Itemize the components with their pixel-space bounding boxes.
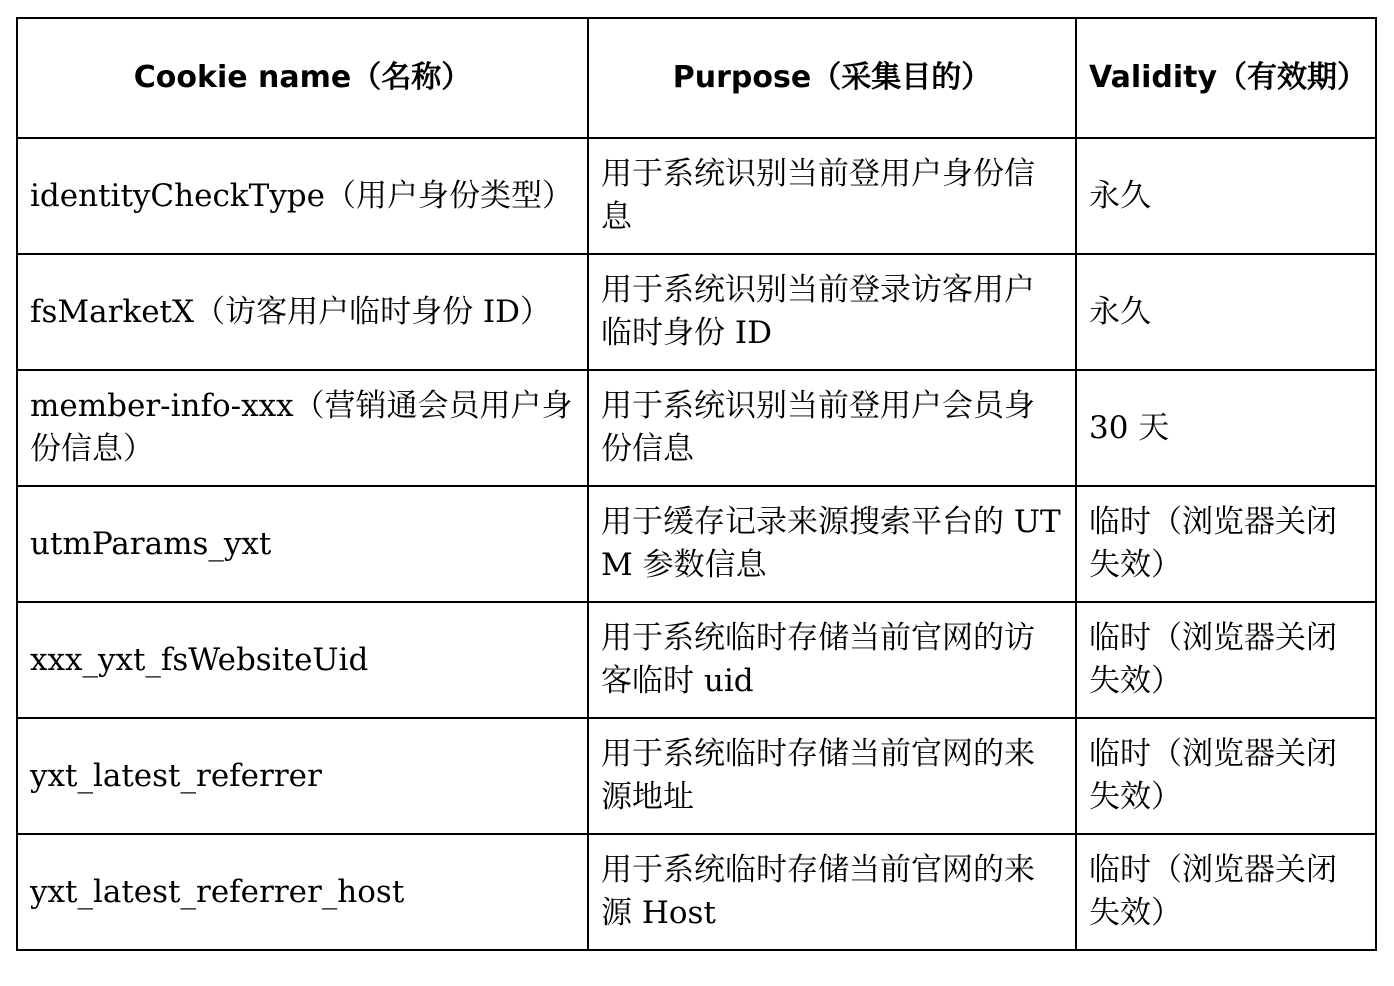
table-row: [17, 138, 1376, 254]
cookie-name-cell: utmParams_yxt: [17, 486, 588, 602]
header-purpose: Purpose（采集目的）: [588, 18, 1076, 138]
purpose-cell: 用于系统临时存储当前官网的访客临时 uid: [588, 602, 1076, 718]
purpose-cell: 用于系统识别当前登录访客用户临时身份 ID: [588, 254, 1076, 370]
purpose-cell: 用于系统识别当前登用户身份信息: [588, 138, 1076, 254]
header-validity: Validity（有效期）: [1076, 18, 1376, 138]
validity-cell: 永久: [1076, 254, 1376, 370]
validity-cell: 临时（浏览器关闭失效）: [1076, 602, 1376, 718]
validity-cell: 临时（浏览器关闭失效）: [1076, 834, 1376, 950]
table-row: [17, 486, 1376, 602]
purpose-cell: 用于系统临时存储当前官网的来源地址: [588, 718, 1076, 834]
cookie-name-cell: member-info-xxx（营销通会员用户身份信息）: [17, 370, 588, 486]
cookie-name-cell: yxt_latest_referrer: [17, 718, 588, 834]
validity-cell: 临时（浏览器关闭失效）: [1076, 718, 1376, 834]
cookie-name-cell: fsMarketX（访客用户临时身份 ID）: [17, 254, 588, 370]
header-cookie-name: Cookie name（名称）: [17, 18, 588, 138]
cookie-name-cell: identityCheckType（用户身份类型）: [17, 138, 588, 254]
validity-cell: 30 天: [1076, 370, 1376, 486]
cookie-name-cell: yxt_latest_referrer_host: [17, 834, 588, 950]
validity-cell: 临时（浏览器关闭失效）: [1076, 486, 1376, 602]
table-row: [17, 718, 1376, 834]
validity-cell: 永久: [1076, 138, 1376, 254]
cookie-name-cell: xxx_yxt_fsWebsiteUid: [17, 602, 588, 718]
purpose-cell: 用于系统识别当前登用户会员身份信息: [588, 370, 1076, 486]
table-header-row: [17, 18, 1376, 138]
table-row: [17, 834, 1376, 950]
cookie-table: [16, 17, 1377, 951]
table-row: [17, 602, 1376, 718]
table-row: [17, 370, 1376, 486]
table-row: [17, 254, 1376, 370]
purpose-cell: 用于系统临时存储当前官网的来源 Host: [588, 834, 1076, 950]
purpose-cell: 用于缓存记录来源搜索平台的 UTM 参数信息: [588, 486, 1076, 602]
